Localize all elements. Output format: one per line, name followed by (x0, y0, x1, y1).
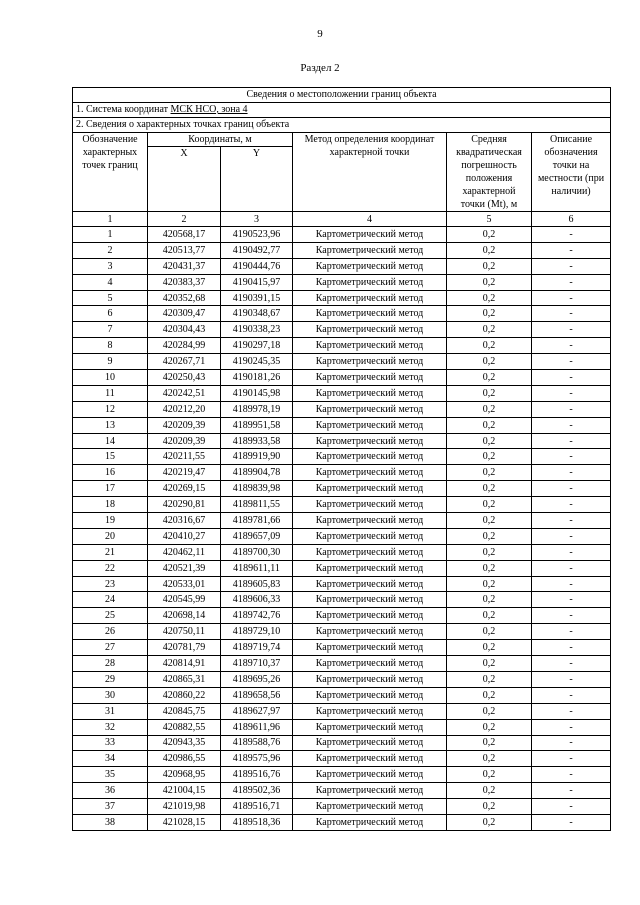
point-id-cell: 1 (73, 227, 148, 243)
method-cell: Картометрический метод (293, 767, 447, 783)
table-row (73, 767, 611, 783)
table-row (73, 703, 611, 719)
error-cell: 0,2 (447, 497, 532, 513)
table-row (73, 735, 611, 751)
table-row (73, 544, 611, 560)
header-description: Описание обозначения точки на местности (при наличии) (532, 133, 611, 212)
description-cell: - (532, 624, 611, 640)
table-row (73, 528, 611, 544)
description-cell: - (532, 481, 611, 497)
method-cell: Картометрический метод (293, 560, 447, 576)
x-coord-cell: 420250,43 (148, 370, 221, 386)
x-coord-cell: 420290,81 (148, 497, 221, 513)
method-cell: Картометрический метод (293, 799, 447, 815)
x-coord-cell: 420209,39 (148, 433, 221, 449)
method-cell: Картометрический метод (293, 751, 447, 767)
method-cell: Картометрический метод (293, 735, 447, 751)
method-cell: Картометрический метод (293, 719, 447, 735)
description-cell: - (532, 354, 611, 370)
y-coord-cell: 4189700,30 (221, 544, 293, 560)
table-row (73, 465, 611, 481)
table-row (73, 322, 611, 338)
x-coord-cell: 420462,11 (148, 544, 221, 560)
error-cell: 0,2 (447, 671, 532, 687)
description-cell: - (532, 465, 611, 481)
point-id-cell: 34 (73, 751, 148, 767)
header-method: Метод определения координат характерной точки (293, 133, 447, 212)
x-coord-cell: 420267,71 (148, 354, 221, 370)
point-id-cell: 19 (73, 513, 148, 529)
description-cell: - (532, 783, 611, 799)
method-cell: Картометрический метод (293, 354, 447, 370)
table-row (73, 433, 611, 449)
coord-system-value: МСК НСО, зона 4 (170, 104, 248, 115)
method-cell: Картометрический метод (293, 481, 447, 497)
table-row (73, 687, 611, 703)
point-id-cell: 13 (73, 417, 148, 433)
point-id-cell: 33 (73, 735, 148, 751)
x-coord-cell: 420882,55 (148, 719, 221, 735)
y-coord-cell: 4189516,71 (221, 799, 293, 815)
y-coord-cell: 4190444,76 (221, 258, 293, 274)
table-row (73, 290, 611, 306)
error-cell: 0,2 (447, 433, 532, 449)
x-coord-cell: 420860,22 (148, 687, 221, 703)
point-id-cell: 7 (73, 322, 148, 338)
boundary-points-table (72, 87, 611, 831)
point-id-cell: 2 (73, 242, 148, 258)
y-coord-cell: 4189904,78 (221, 465, 293, 481)
x-coord-cell: 420845,75 (148, 703, 221, 719)
y-coord-cell: 4189611,11 (221, 560, 293, 576)
error-cell: 0,2 (447, 306, 532, 322)
table-row (73, 401, 611, 417)
x-coord-cell: 420750,11 (148, 624, 221, 640)
x-coord-cell: 420431,37 (148, 258, 221, 274)
x-coord-cell: 420309,47 (148, 306, 221, 322)
header-x: X (148, 147, 221, 212)
point-id-cell: 6 (73, 306, 148, 322)
method-cell: Картометрический метод (293, 497, 447, 513)
point-id-cell: 26 (73, 624, 148, 640)
point-id-cell: 29 (73, 671, 148, 687)
point-id-cell: 10 (73, 370, 148, 386)
point-id-cell: 18 (73, 497, 148, 513)
description-cell: - (532, 322, 611, 338)
table-row (73, 227, 611, 243)
point-id-cell: 20 (73, 528, 148, 544)
description-cell: - (532, 608, 611, 624)
description-cell: - (532, 258, 611, 274)
error-cell: 0,2 (447, 767, 532, 783)
x-coord-cell: 420212,20 (148, 401, 221, 417)
x-coord-cell: 421028,15 (148, 814, 221, 830)
y-coord-cell: 4189605,83 (221, 576, 293, 592)
header-designation: Обозначение характерных точек границ (73, 133, 148, 212)
method-cell: Картометрический метод (293, 417, 447, 433)
method-cell: Картометрический метод (293, 322, 447, 338)
description-cell: - (532, 242, 611, 258)
error-cell: 0,2 (447, 465, 532, 481)
column-number: 3 (221, 212, 293, 227)
method-cell: Картометрический метод (293, 544, 447, 560)
table-row (73, 783, 611, 799)
point-id-cell: 21 (73, 544, 148, 560)
y-coord-cell: 4189657,09 (221, 528, 293, 544)
section-title: Раздел 2 (300, 62, 340, 74)
table-row (73, 656, 611, 672)
table-row (73, 370, 611, 386)
method-cell: Картометрический метод (293, 624, 447, 640)
x-coord-cell: 420568,17 (148, 227, 221, 243)
y-coord-cell: 4190145,98 (221, 385, 293, 401)
description-cell: - (532, 735, 611, 751)
point-id-cell: 16 (73, 465, 148, 481)
method-cell: Картометрический метод (293, 465, 447, 481)
y-coord-cell: 4189933,58 (221, 433, 293, 449)
table-row (73, 497, 611, 513)
method-cell: Картометрический метод (293, 687, 447, 703)
error-cell: 0,2 (447, 640, 532, 656)
y-coord-cell: 4189588,76 (221, 735, 293, 751)
column-number: 6 (532, 212, 611, 227)
y-coord-cell: 4189742,76 (221, 608, 293, 624)
point-id-cell: 25 (73, 608, 148, 624)
y-coord-cell: 4189502,36 (221, 783, 293, 799)
x-coord-cell: 420316,67 (148, 513, 221, 529)
error-cell: 0,2 (447, 385, 532, 401)
point-id-cell: 4 (73, 274, 148, 290)
table-row (73, 449, 611, 465)
description-cell: - (532, 799, 611, 815)
error-cell: 0,2 (447, 814, 532, 830)
description-cell: - (532, 592, 611, 608)
table-row (73, 338, 611, 354)
error-cell: 0,2 (447, 417, 532, 433)
point-id-cell: 24 (73, 592, 148, 608)
error-cell: 0,2 (447, 528, 532, 544)
description-cell: - (532, 497, 611, 513)
error-cell: 0,2 (447, 624, 532, 640)
description-cell: - (532, 401, 611, 417)
error-cell: 0,2 (447, 227, 532, 243)
x-coord-cell: 421004,15 (148, 783, 221, 799)
method-cell: Картометрический метод (293, 513, 447, 529)
error-cell: 0,2 (447, 544, 532, 560)
error-cell: 0,2 (447, 481, 532, 497)
x-coord-cell: 421019,98 (148, 799, 221, 815)
y-coord-cell: 4189951,58 (221, 417, 293, 433)
x-coord-cell: 420968,95 (148, 767, 221, 783)
y-coord-cell: 4189729,10 (221, 624, 293, 640)
x-coord-cell: 420533,01 (148, 576, 221, 592)
y-coord-cell: 4190297,18 (221, 338, 293, 354)
description-cell: - (532, 449, 611, 465)
x-coord-cell: 420242,51 (148, 385, 221, 401)
error-cell: 0,2 (447, 322, 532, 338)
description-cell: - (532, 767, 611, 783)
point-id-cell: 5 (73, 290, 148, 306)
error-cell: 0,2 (447, 242, 532, 258)
table-row (73, 814, 611, 830)
method-cell: Картометрический метод (293, 290, 447, 306)
error-cell: 0,2 (447, 656, 532, 672)
points-caption: 2. Сведения о характерных точках границ объекта (73, 118, 611, 133)
description-cell: - (532, 417, 611, 433)
y-coord-cell: 4189719,74 (221, 640, 293, 656)
description-cell: - (532, 671, 611, 687)
point-id-cell: 3 (73, 258, 148, 274)
y-coord-cell: 4189695,26 (221, 671, 293, 687)
table-row (73, 274, 611, 290)
y-coord-cell: 4189611,96 (221, 719, 293, 735)
y-coord-cell: 4190348,67 (221, 306, 293, 322)
x-coord-cell: 420521,39 (148, 560, 221, 576)
description-cell: - (532, 306, 611, 322)
table-title: Сведения о местоположении границ объекта (73, 88, 611, 103)
table-row (73, 385, 611, 401)
point-id-cell: 9 (73, 354, 148, 370)
error-cell: 0,2 (447, 370, 532, 386)
method-cell: Картометрический метод (293, 608, 447, 624)
error-cell: 0,2 (447, 338, 532, 354)
y-coord-cell: 4189575,96 (221, 751, 293, 767)
x-coord-cell: 420513,77 (148, 242, 221, 258)
y-coord-cell: 4190338,23 (221, 322, 293, 338)
table-row (73, 640, 611, 656)
method-cell: Картометрический метод (293, 814, 447, 830)
y-coord-cell: 4189658,56 (221, 687, 293, 703)
method-cell: Картометрический метод (293, 783, 447, 799)
header-y: Y (221, 147, 293, 212)
point-id-cell: 11 (73, 385, 148, 401)
error-cell: 0,2 (447, 735, 532, 751)
description-cell: - (532, 719, 611, 735)
table-row (73, 513, 611, 529)
method-cell: Картометрический метод (293, 401, 447, 417)
error-cell: 0,2 (447, 576, 532, 592)
description-cell: - (532, 751, 611, 767)
error-cell: 0,2 (447, 560, 532, 576)
y-coord-cell: 4190523,96 (221, 227, 293, 243)
error-cell: 0,2 (447, 513, 532, 529)
description-cell: - (532, 576, 611, 592)
table-row (73, 624, 611, 640)
method-cell: Картометрический метод (293, 227, 447, 243)
points-body (73, 227, 611, 831)
table-row (73, 751, 611, 767)
description-cell: - (532, 338, 611, 354)
error-cell: 0,2 (447, 703, 532, 719)
description-cell: - (532, 687, 611, 703)
table-row (73, 576, 611, 592)
method-cell: Картометрический метод (293, 656, 447, 672)
description-cell: - (532, 703, 611, 719)
table-row (73, 354, 611, 370)
y-coord-cell: 4189627,97 (221, 703, 293, 719)
page-number: 9 (317, 28, 323, 40)
y-coord-cell: 4189919,90 (221, 449, 293, 465)
description-cell: - (532, 640, 611, 656)
x-coord-cell: 420304,43 (148, 322, 221, 338)
method-cell: Картометрический метод (293, 370, 447, 386)
header-error: Средняя квадратическая погрешность положения характерной точки (Mt), м (447, 133, 532, 212)
method-cell: Картометрический метод (293, 385, 447, 401)
x-coord-cell: 420352,68 (148, 290, 221, 306)
error-cell: 0,2 (447, 799, 532, 815)
table-row (73, 671, 611, 687)
error-cell: 0,2 (447, 274, 532, 290)
y-coord-cell: 4189516,76 (221, 767, 293, 783)
description-cell: - (532, 656, 611, 672)
description-cell: - (532, 814, 611, 830)
table-row (73, 799, 611, 815)
y-coord-cell: 4190245,35 (221, 354, 293, 370)
x-coord-cell: 420943,35 (148, 735, 221, 751)
description-cell: - (532, 528, 611, 544)
method-cell: Картометрический метод (293, 671, 447, 687)
x-coord-cell: 420781,79 (148, 640, 221, 656)
point-id-cell: 32 (73, 719, 148, 735)
column-number: 5 (447, 212, 532, 227)
x-coord-cell: 420269,15 (148, 481, 221, 497)
error-cell: 0,2 (447, 687, 532, 703)
point-id-cell: 15 (73, 449, 148, 465)
y-coord-cell: 4190415,97 (221, 274, 293, 290)
y-coord-cell: 4190181,26 (221, 370, 293, 386)
error-cell: 0,2 (447, 354, 532, 370)
table-row (73, 258, 611, 274)
error-cell: 0,2 (447, 449, 532, 465)
x-coord-cell: 420865,31 (148, 671, 221, 687)
method-cell: Картометрический метод (293, 242, 447, 258)
point-id-cell: 37 (73, 799, 148, 815)
method-cell: Картометрический метод (293, 338, 447, 354)
point-id-cell: 23 (73, 576, 148, 592)
x-coord-cell: 420211,55 (148, 449, 221, 465)
table-row (73, 608, 611, 624)
error-cell: 0,2 (447, 258, 532, 274)
description-cell: - (532, 227, 611, 243)
error-cell: 0,2 (447, 751, 532, 767)
column-numbers-row (73, 212, 611, 227)
point-id-cell: 8 (73, 338, 148, 354)
description-cell: - (532, 370, 611, 386)
x-coord-cell: 420383,37 (148, 274, 221, 290)
x-coord-cell: 420410,27 (148, 528, 221, 544)
table-row (73, 481, 611, 497)
method-cell: Картометрический метод (293, 592, 447, 608)
table-row (73, 242, 611, 258)
point-id-cell: 36 (73, 783, 148, 799)
y-coord-cell: 4189606,33 (221, 592, 293, 608)
method-cell: Картометрический метод (293, 703, 447, 719)
y-coord-cell: 4189710,37 (221, 656, 293, 672)
method-cell: Картометрический метод (293, 274, 447, 290)
point-id-cell: 12 (73, 401, 148, 417)
y-coord-cell: 4189839,98 (221, 481, 293, 497)
method-cell: Картометрический метод (293, 258, 447, 274)
description-cell: - (532, 544, 611, 560)
coord-system-prefix: 1. Система координат (76, 104, 169, 115)
table-row (73, 592, 611, 608)
y-coord-cell: 4190391,15 (221, 290, 293, 306)
error-cell: 0,2 (447, 592, 532, 608)
y-coord-cell: 4189978,19 (221, 401, 293, 417)
description-cell: - (532, 560, 611, 576)
method-cell: Картометрический метод (293, 528, 447, 544)
y-coord-cell: 4189811,55 (221, 497, 293, 513)
description-cell: - (532, 385, 611, 401)
point-id-cell: 22 (73, 560, 148, 576)
method-cell: Картометрический метод (293, 640, 447, 656)
y-coord-cell: 4189781,66 (221, 513, 293, 529)
point-id-cell: 35 (73, 767, 148, 783)
column-number: 4 (293, 212, 447, 227)
x-coord-cell: 420986,55 (148, 751, 221, 767)
x-coord-cell: 420219,47 (148, 465, 221, 481)
error-cell: 0,2 (447, 290, 532, 306)
method-cell: Картометрический метод (293, 449, 447, 465)
y-coord-cell: 4189518,36 (221, 814, 293, 830)
table-row (73, 417, 611, 433)
x-coord-cell: 420814,91 (148, 656, 221, 672)
x-coord-cell: 420284,99 (148, 338, 221, 354)
table-row (73, 719, 611, 735)
x-coord-cell: 420545,99 (148, 592, 221, 608)
point-id-cell: 14 (73, 433, 148, 449)
y-coord-cell: 4190492,77 (221, 242, 293, 258)
method-cell: Картометрический метод (293, 433, 447, 449)
point-id-cell: 28 (73, 656, 148, 672)
error-cell: 0,2 (447, 608, 532, 624)
error-cell: 0,2 (447, 719, 532, 735)
description-cell: - (532, 433, 611, 449)
method-cell: Картометрический метод (293, 306, 447, 322)
point-id-cell: 17 (73, 481, 148, 497)
description-cell: - (532, 290, 611, 306)
point-id-cell: 27 (73, 640, 148, 656)
description-cell: - (532, 274, 611, 290)
point-id-cell: 31 (73, 703, 148, 719)
error-cell: 0,2 (447, 783, 532, 799)
header-coords: Координаты, м (148, 133, 293, 147)
description-cell: - (532, 513, 611, 529)
x-coord-cell: 420698,14 (148, 608, 221, 624)
x-coord-cell: 420209,39 (148, 417, 221, 433)
method-cell: Картометрический метод (293, 576, 447, 592)
point-id-cell: 30 (73, 687, 148, 703)
column-number: 1 (73, 212, 148, 227)
table-row (73, 306, 611, 322)
coord-system-row (73, 103, 611, 118)
error-cell: 0,2 (447, 401, 532, 417)
table-row (73, 560, 611, 576)
point-id-cell: 38 (73, 814, 148, 830)
column-number: 2 (148, 212, 221, 227)
